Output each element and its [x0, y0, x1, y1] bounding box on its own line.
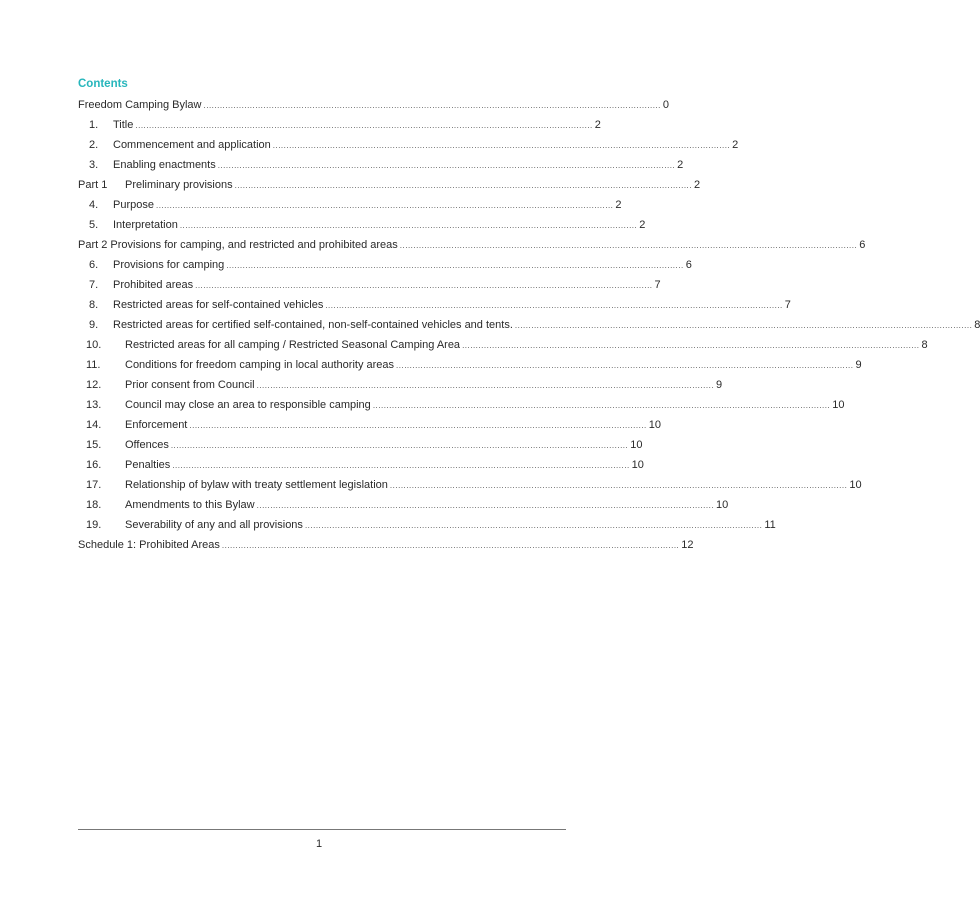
toc-leader: ........................................................................................................................................................................ [514, 321, 973, 330]
toc-entry-page: 12 [681, 539, 694, 551]
toc-leader: ........................................................................................................................................................................ [179, 221, 638, 230]
toc-leader: ........................................................................................................................................................................ [217, 161, 676, 170]
toc-entry-title: Provisions for camping [113, 259, 225, 271]
toc-leader: ........................................................................................................................................................................ [396, 361, 854, 370]
toc-leader: ........................................................................................................................................................................ [203, 101, 661, 110]
toc-leader: ........................................................................................................................................................................ [226, 261, 684, 270]
toc-leader: ........................................................................................................................................................................ [256, 381, 715, 390]
toc-entry-title: Offences [125, 439, 169, 451]
toc-leader: ........................................................................................................................................................................ [325, 301, 783, 310]
toc-entry-title: Part 2 Provisions for camping, and restricted and prohibited areas [78, 239, 398, 251]
contents-heading: Contents [78, 78, 128, 90]
toc-entry-title: Penalties [125, 459, 171, 471]
toc-entry-title: Conditions for freedom camping in local authority areas [125, 359, 395, 371]
toc-entry-title: Restricted areas for certified self-contained, non-self-contained vehicles and tents. [113, 319, 513, 331]
toc-entry-number: 8. [89, 299, 99, 311]
toc-entry-page: 2 [639, 219, 646, 231]
toc-entry-page: 2 [677, 159, 684, 171]
toc-leader: ........................................................................................................................................................................ [256, 501, 715, 510]
toc-entry-title: Title [113, 119, 134, 131]
toc-entry-title: Freedom Camping Bylaw [78, 99, 202, 111]
toc-entry-title: Prior consent from Council [125, 379, 255, 391]
toc-entry-page: 8 [974, 319, 980, 331]
toc-entry-title: Restricted areas for self-contained vehicles [113, 299, 324, 311]
toc-entry-title: Severability of any and all provisions [125, 519, 303, 531]
toc-entry-title: Enabling enactments [113, 159, 216, 171]
toc-entry-title: Purpose [113, 199, 154, 211]
toc-leader: ........................................................................................................................................................................ [304, 521, 763, 530]
toc-entry-page: 10 [716, 499, 729, 511]
toc-entry-page: 2 [594, 119, 601, 131]
toc-entry-page: 7 [654, 279, 661, 291]
toc-entry-page: 7 [784, 299, 791, 311]
toc-entry-number: 3. [89, 159, 99, 171]
toc-entry-page: 10 [648, 419, 662, 431]
toc-entry-number: 11. [86, 359, 101, 371]
toc-entry-number: 14. [86, 419, 102, 431]
toc-entry-number: 17. [86, 479, 102, 491]
toc-entry-number: 7. [89, 279, 99, 291]
footer-divider [78, 829, 566, 830]
toc-entry-page: 10 [630, 439, 643, 451]
toc-leader: ........................................................................................................................................................................ [155, 201, 614, 210]
toc-leader: ........................................................................................................................................................................ [170, 441, 629, 450]
toc-entry-page: 9 [855, 359, 862, 371]
toc-entry-number: 5. [89, 219, 99, 231]
toc-entry-title: Amendments to this Bylaw [125, 499, 255, 511]
toc-entry-number: Part 1 [78, 179, 108, 191]
toc-entry-title: Council may close an area to responsible camping [125, 399, 371, 411]
toc-entry-title: Restricted areas for all camping / Restricted Seasonal Camping Area [125, 339, 461, 351]
toc-entry-title: Commencement and application [113, 139, 271, 151]
toc-entry-number: 12. [86, 379, 102, 391]
toc-leader: ........................................................................................................................................................................ [389, 481, 848, 490]
toc-entry-page: 10 [832, 399, 845, 411]
toc-entry-number: 9. [89, 319, 99, 331]
toc-entry-number: 18. [86, 499, 102, 511]
toc-leader: ........................................................................................................................................................................ [272, 141, 731, 150]
toc-entry-number: 19. [86, 519, 102, 531]
toc-entry-number: 1. [89, 119, 99, 131]
toc-entry-page: 2 [732, 139, 739, 151]
toc-entry-page: 10 [631, 459, 644, 471]
toc-entry-title: Schedule 1: Prohibited Areas [78, 539, 220, 551]
toc-leader: ........................................................................................................................................................................ [135, 121, 593, 130]
toc-entry-page: 6 [685, 259, 692, 271]
toc-entry-number: 6. [89, 259, 99, 271]
toc-entry-title: Interpretation [113, 219, 178, 231]
toc-entry-number: 13. [86, 399, 102, 411]
toc-entry-title: Enforcement [125, 419, 188, 431]
toc-leader: ........................................................................................................................................................................ [399, 241, 858, 250]
toc-entry-page: 2 [615, 199, 622, 211]
toc-entry-page: 0 [662, 99, 670, 111]
toc-leader: ........................................................................................................................................................................ [189, 421, 647, 430]
toc-entry-page: 2 [694, 179, 701, 191]
toc-entry-title: Prohibited areas [113, 279, 194, 291]
toc-leader: ........................................................................................................................................................................ [234, 181, 692, 190]
toc-entry-number: 16. [86, 459, 102, 471]
toc-entry-title: Relationship of bylaw with treaty settlement legislation [125, 479, 388, 491]
toc-leader: ........................................................................................................................................................................ [462, 341, 920, 350]
toc-entry-number: 4. [89, 199, 99, 211]
toc-entry-page: 6 [859, 239, 866, 251]
toc-leader: ........................................................................................................................................................................ [221, 541, 680, 550]
toc-leader: ........................................................................................................................................................................ [195, 281, 653, 290]
toc-entry-number: 15. [86, 439, 102, 451]
toc-entry-page: 8 [921, 339, 928, 351]
toc-entry-number: 2. [89, 139, 99, 151]
toc-entry-title: Preliminary provisions [125, 179, 233, 191]
toc-entry-number: 10. [86, 339, 102, 351]
page-number: 1 [315, 838, 323, 850]
toc-leader: ........................................................................................................................................................................ [372, 401, 831, 410]
toc-entry-page: 10 [849, 479, 862, 491]
toc-leader: ........................................................................................................................................................................ [172, 461, 630, 470]
toc-entry-page: 9 [716, 379, 723, 391]
toc-entry-page: 11 [764, 519, 776, 531]
